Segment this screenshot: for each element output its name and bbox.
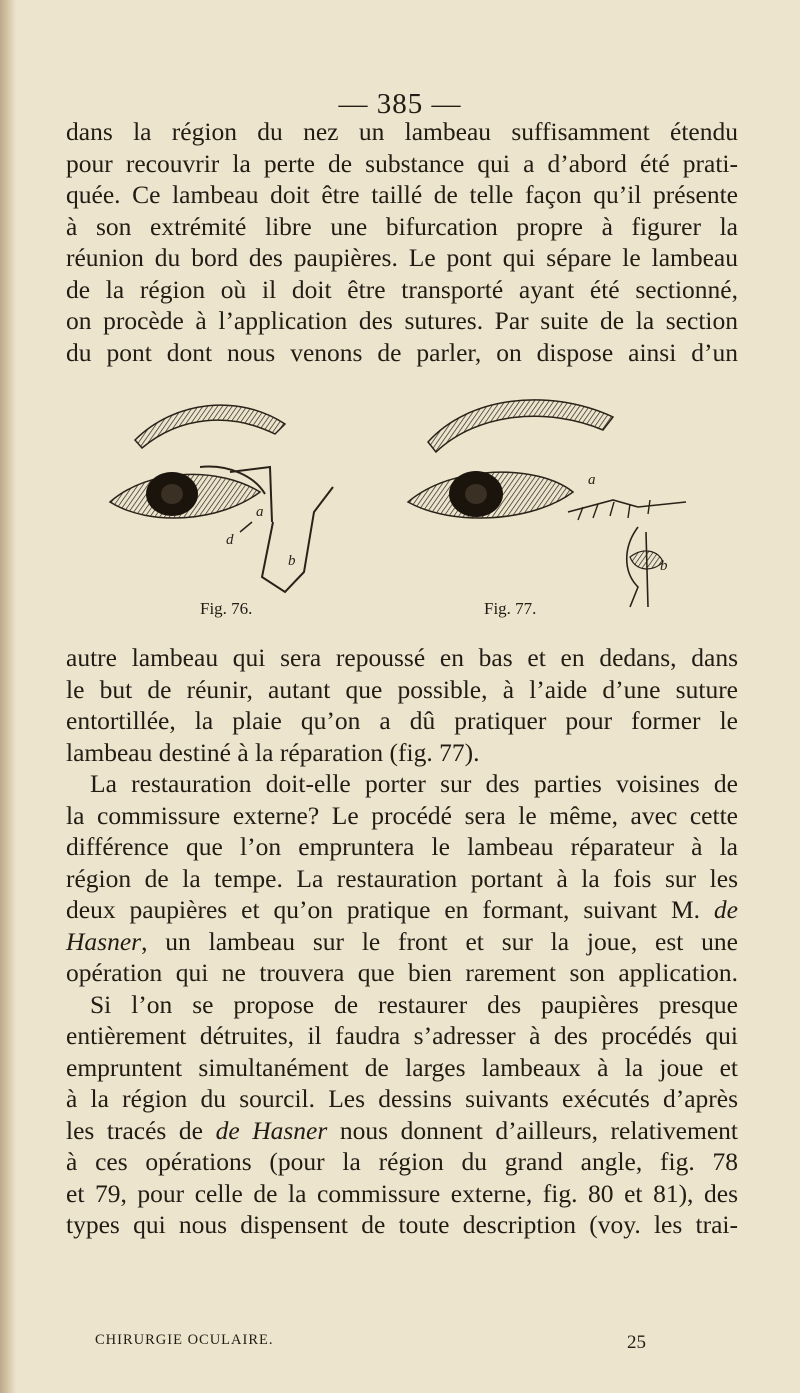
text-run: deux paupières et qu’on pratique en formant, suivant M. (66, 895, 714, 924)
signature-mark: 25 (627, 1332, 646, 1353)
text-run: , un lambeau sur le front et sur la joue, est une (141, 926, 738, 956)
author-name-hasner: Hasner (66, 926, 142, 956)
text-line: on procède à l’application des sutures. Par suite de la section (66, 306, 738, 335)
text-line: opération qui ne trouvera que bien rarement son application. (66, 958, 738, 987)
text-line (66, 926, 738, 958)
text-line: à ces opérations (pour la région du grand angle, fig. 78 (66, 1147, 738, 1176)
text-line: réunion du bord des paupières. Le pont qui sépare le lambeau (66, 243, 738, 272)
figure-76-label-a: a (256, 504, 264, 520)
figure-77-caption: Fig. 77. (484, 599, 537, 618)
text-line: de la région où il doit être transporté ayant été sectionné, (66, 274, 738, 304)
figure-77-label-b: b (660, 558, 668, 574)
author-name-de: de (713, 895, 738, 924)
figure-77-eye-illustration (398, 372, 698, 612)
text-run: nous donnent d’ailleurs, relativement (327, 1115, 738, 1145)
text-line: lambeau destiné à la réparation (fig. 77). (66, 737, 480, 767)
text-line: du pont dont nous venons de parler, on dispose ainsi d’un (66, 337, 738, 367)
book-spine-shadow (0, 0, 16, 1393)
figure-76-caption: Fig. 76. (200, 599, 253, 618)
text-line: entortillée, la plaie qu’on a dû pratiquer pour former le (66, 706, 738, 735)
text-line: différence que l’on empruntera le lambeau réparateur à la (66, 832, 738, 861)
text-line: et 79, pour celle de la commissure externe, fig. 80 et 81), des (66, 1178, 738, 1208)
figure-76-label-b: b (288, 553, 296, 569)
text-line: autre lambeau qui sera repoussé en bas et en dedans, dans (66, 643, 738, 672)
page-number: — 385 — (338, 88, 462, 120)
text-line: quée. Ce lambeau doit être taillé de telle façon qu’il présente (66, 180, 738, 209)
text-line (66, 1115, 738, 1147)
text-line: La restauration doit-elle porter sur des parties voisines de (90, 769, 738, 798)
figure-77-label-a: a (588, 472, 596, 488)
text-line: le but de réunir, autant que possible, à l’aide d’une suture (66, 674, 738, 704)
figure-76-label-d: d (226, 532, 234, 548)
text-line: entièrement détruites, il faudra s’adresser à des procédés qui (66, 1021, 738, 1050)
text-line (66, 894, 738, 926)
text-line: dans la région du nez un lambeau suffisamment étendu (66, 117, 738, 146)
paragraph-bottom (66, 642, 738, 1241)
page-footer (95, 1332, 715, 1353)
text-line: types qui nous dispensent de toute description (voy. les trai- (66, 1210, 738, 1239)
text-line: Si l’on se propose de restaurer des paupières presque (90, 989, 738, 1019)
text-line: région de la tempe. La restauration portant à la fois sur les (66, 863, 738, 893)
figure-76-eye-illustration (80, 372, 350, 597)
text-run: les tracés de (66, 1115, 216, 1145)
text-line: empruntent simultanément de larges lambeaux à la joue et (66, 1052, 738, 1082)
text-line: pour recouvrir la perte de substance qui a d’abord été prati- (66, 148, 738, 178)
author-name-de-hasner: de Hasner (215, 1115, 328, 1145)
text-line: la commissure externe? Le procédé sera le même, avec cette (66, 800, 738, 830)
text-line: à la région du sourcil. Les dessins suivants exécutés d’après (66, 1084, 738, 1113)
running-footer-title: CHIRURGIE OCULAIRE. (95, 1332, 274, 1348)
paragraph-top (66, 116, 738, 368)
text-line: à son extrémité libre une bifurcation propre à figurer la (66, 211, 738, 241)
